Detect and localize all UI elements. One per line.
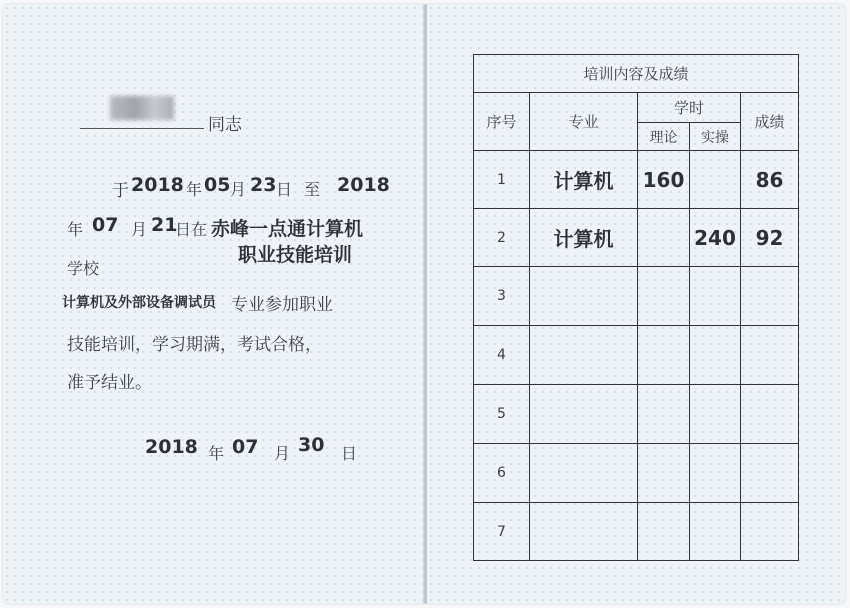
row-score: 92 — [741, 209, 799, 267]
body-line1: 技能培训，学习期满，考试合格， — [67, 335, 322, 355]
header-practice: 实操 — [690, 123, 741, 151]
row-no: 7 — [474, 503, 530, 561]
row-score — [741, 503, 799, 561]
row-no: 5 — [474, 385, 530, 444]
end-day: 21 — [151, 214, 178, 236]
table-row — [474, 326, 799, 385]
issue-year: 2018 — [145, 436, 198, 458]
row-major — [530, 385, 638, 444]
row-practice — [690, 444, 741, 503]
issue-month-unit: 月 — [274, 444, 291, 463]
start-year-unit: 年 — [186, 180, 203, 199]
header-theory: 理论 — [638, 123, 690, 151]
row-theory — [638, 209, 690, 267]
start-day: 23 — [250, 174, 277, 196]
row-practice — [690, 267, 741, 326]
end-day-unit: 日在 — [175, 220, 208, 239]
table-row — [474, 151, 799, 209]
row-major: 计算机 — [530, 151, 638, 209]
end-month-unit: 月 — [131, 220, 148, 239]
row-theory — [638, 385, 690, 444]
start-year: 2018 — [131, 174, 184, 196]
header-score: 成绩 — [741, 93, 799, 151]
table-row — [474, 503, 799, 561]
table-title-text: 培训内容及成绩 — [583, 65, 689, 83]
table-row — [474, 444, 799, 503]
row-practice — [690, 503, 741, 561]
start-day-unit: 日 — [276, 180, 293, 199]
row-score — [741, 326, 799, 385]
row-major — [530, 503, 638, 561]
row-no: 2 — [474, 209, 530, 267]
major-name: 计算机及外部设备调试员 — [62, 295, 216, 311]
row-major — [530, 326, 638, 385]
row-practice: 240 — [690, 209, 741, 267]
row-no: 6 — [474, 444, 530, 503]
row-score: 86 — [741, 151, 799, 209]
issue-day: 30 — [298, 434, 325, 456]
row-practice — [690, 385, 741, 444]
end-year: 2018 — [337, 174, 390, 196]
header-row-1 — [474, 93, 799, 123]
row-score — [741, 444, 799, 503]
table-row — [474, 209, 799, 267]
table-row — [474, 385, 799, 444]
row-major — [530, 444, 638, 503]
major-suffix: 专业参加职业 — [231, 295, 333, 315]
row-theory — [638, 503, 690, 561]
row-theory — [638, 444, 690, 503]
to-label: 至 — [304, 180, 321, 199]
row-major: 计算机 — [530, 209, 638, 267]
header-no: 序号 — [474, 93, 530, 151]
row-theory: 160 — [638, 151, 690, 209]
training-results-table — [473, 54, 799, 561]
row-no: 1 — [474, 151, 530, 209]
start-month-unit: 月 — [230, 180, 247, 199]
redacted-name — [110, 96, 174, 120]
row-no: 3 — [474, 267, 530, 326]
row-score — [741, 385, 799, 444]
school-name-line2: 职业技能培训 — [238, 244, 353, 266]
row-score — [741, 267, 799, 326]
school-name-line1: 赤峰一点通计算机 — [211, 218, 364, 240]
header-hours: 学时 — [638, 93, 741, 123]
table-row — [474, 267, 799, 326]
end-month: 07 — [92, 214, 119, 236]
row-theory — [638, 326, 690, 385]
table-title-row — [474, 55, 799, 93]
issue-year-unit: 年 — [208, 444, 225, 463]
header-major: 专业 — [530, 93, 638, 151]
school-suffix: 学校 — [67, 259, 100, 278]
row-theory — [638, 267, 690, 326]
row-major — [530, 267, 638, 326]
name-underline — [80, 128, 204, 129]
issue-month: 07 — [232, 436, 259, 458]
table-title — [474, 55, 799, 93]
row-practice — [690, 151, 741, 209]
body-line2: 准予结业。 — [67, 373, 152, 393]
end-year-unit: 年 — [67, 220, 84, 239]
name-suffix: 同志 — [208, 115, 242, 135]
row-no: 4 — [474, 326, 530, 385]
row-practice — [690, 326, 741, 385]
issue-day-unit: 日 — [341, 444, 358, 463]
start-month: 05 — [204, 174, 231, 196]
line1-prefix: 于 — [112, 181, 129, 201]
